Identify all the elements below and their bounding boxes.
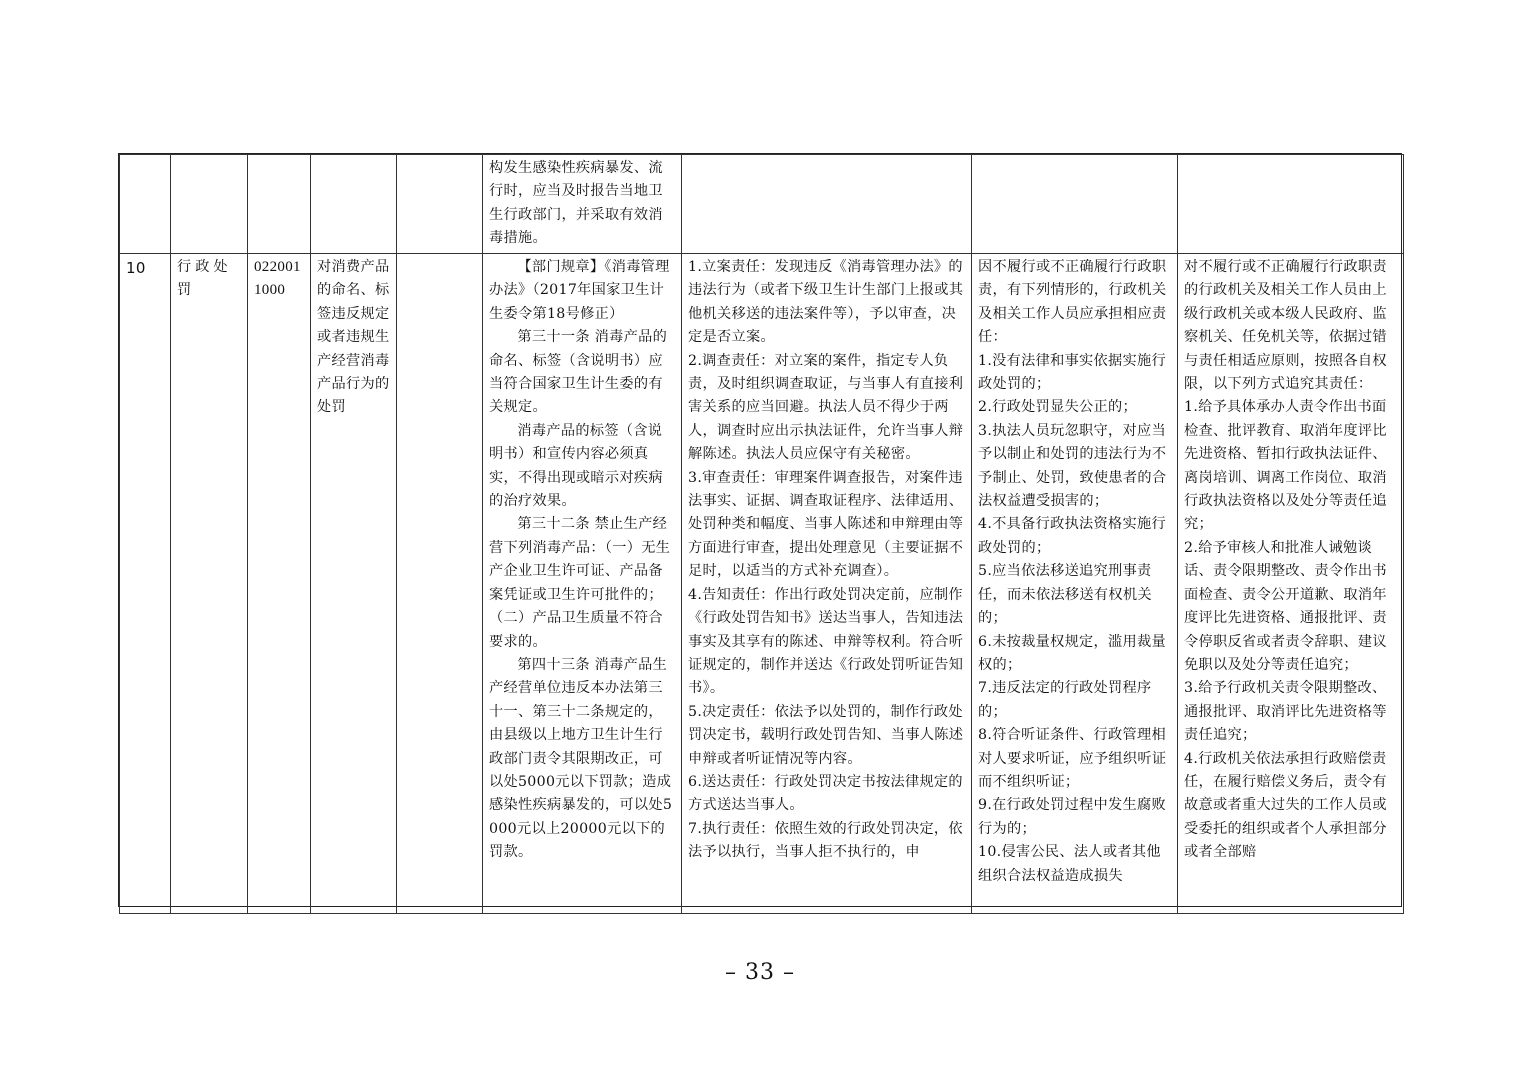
liability-item: 1.没有法律和事实依据实施行政处罚的； [978,352,1166,393]
cell-empty [311,155,397,254]
law-basis-paragraph: 第三十二条 禁止生产经营下列消毒产品：（一）无生产企业卫生许可证、产品备案凭证或卫生许可批件的；（二）产品卫生质量不符合要求的。 [489,516,671,650]
responsibility-item: 5.决定责任：依法予以处罚的，制作行政处罚决定书，载明行政处罚告知、当事人陈述申辩或者听证情况等内容。 [688,703,964,767]
liability-item: 7.违反法定的行政处罚程序的； [978,680,1152,720]
cell-power-name: 对消费产品的命名、标签违反规定或者违规生产经营消毒产品行为的处罚 [311,254,397,914]
page-number: – 33 – [725,960,795,985]
liability-item: 5.应当依法移送追究刑事责任，而未依法移送有权机关的； [978,563,1152,627]
cell-empty [972,155,1178,254]
responsibility-item: 2.调查责任：对立案的案件，指定专人负责，及时组织调查取证，与当事人有直接利害关系的应当回避。执法人员不得少于两人，调查时应出示执法证件，允许当事人辩解陈述。执法人员应保守有关秘密。 [688,352,964,463]
liability-item: 因不履行或不正确履行行政职责，有下列情形的，行政机关及相关工作人员应承担相应责任： [978,259,1167,346]
accountability-item: 3.给予行政机关责令限期整改、通报批评、取消评比先进资格等责任追究； [1184,680,1387,744]
cell-law-basis [483,254,682,914]
cell-row-number: 10 [120,254,171,914]
law-basis-paragraph: 第三十一条 消毒产品的命名、标签（含说明书）应当符合国家卫生计生委的有关规定。 [489,329,668,416]
table-row-continuation [120,155,1404,254]
responsibility-item: 6.送达责任：行政处罚决定书按法律规定的方式送达当事人。 [688,773,963,814]
cell-power-code: 0220011000 [248,254,311,914]
cell-accountability [1178,254,1404,914]
accountability-item: 对不履行或不正确履行行政职责的行政机关及相关工作人员由上级行政机关或本级人民政府、监察机关、任免机关等，依据过错与责任相适应原则，按照各自权限，以下列方式追究其责任： [1184,259,1387,393]
responsibility-item: 3.审查责任：审理案件调查报告，对案件违法事实、证据、调查取证程序、法律适用、处罚种类和幅度、当事人陈述和申辩理由等方面进行审查，提出处理意见（主要证据不足时，以适当的方式补充调查）。 [688,469,964,580]
liability-item: 10.侵害公民、法人或者其他组织合法权益造成损失 [978,844,1161,884]
liability-item: 4.不具备行政执法资格实施行政处罚的； [978,516,1166,556]
liability-item: 3.执法人员玩忽职守，对应当予以制止和处罚的违法行为不予制止、处罚，致使患者的合法权益遭受损害的； [978,422,1167,510]
liability-item: 6.未按裁量权规定，滥用裁量权的； [978,633,1166,673]
cell-empty [120,155,171,254]
law-basis-title: 【部门规章】《消毒管理办法》（2017年国家卫生计生委令第18号修正） [489,259,670,322]
cell-empty [171,155,248,254]
power-list-table [118,153,1402,907]
responsibility-item: 7.执行责任：依照生效的行政处罚决定，依法予以执行，当事人拒不执行的，申 [688,820,963,861]
responsibility-item: 4.告知责任：作出行政处罚决定前，应制作《行政处罚告知书》送达当事人，告知违法事实及其享有的陈述、申辩等权利。符合听证规定的，制作并送达《行政处罚听证告知书》。 [688,586,964,697]
table-row-10 [120,254,1404,914]
cell-empty [397,254,483,914]
liability-item: 2.行政处罚显失公正的； [978,399,1138,416]
cell-empty [682,155,972,254]
liability-item: 8.符合听证条件、行政管理相对人要求听证，应予组织听证而不组织听证； [978,727,1167,790]
law-basis-continued-text: 构发生感染性疾病暴发、流行时，应当及时报告当地卫生行政部门，并采取有效消毒措施。 [489,160,663,247]
accountability-item: 4.行政机关依法承担行政赔偿责任，在履行赔偿义务后，责令有故意或者重大过失的工作人员或受委托的组织或者个人承担部分或者全部赔 [1184,750,1387,861]
cell-law-basis-continued [483,155,682,254]
cell-liability-cases [972,254,1178,914]
cell-responsibilities [682,254,972,914]
liability-item: 9.在行政处罚过程中发生腐败行为的； [978,797,1166,837]
cell-empty [397,155,483,254]
responsibility-item: 1.立案责任：发现违反《消毒管理办法》的违法行为（或者下级卫生计生部门上报或其他机关移送的违法案件等），予以审查，决定是否立案。 [688,259,964,346]
accountability-item: 2.给予审核人和批准人诫勉谈话、责令限期整改、责令作出书面检查、责令公开道歉、取消年度评比先进资格、通报批评、责令停职反省或者责令辞职、建议免职以及处分等责任追究； [1184,539,1387,673]
accountability-item: 1.给予具体承办人责令作出书面检查、批评教育、取消年度评比先进资格、暂扣行政执法证件、离岗培训、调离工作岗位、取消行政执法资格以及处分等责任追究； [1184,399,1387,533]
law-basis-paragraph: 第四十三条 消毒产品生产经营单位违反本办法第三十一、第三十二条规定的，由县级以上地方卫生计生行政部门责令其限期改正，可以处5000元以下罚款；造成感染性疾病暴发的，可以处5000元以上20000元以下的罚款。 [489,656,673,861]
law-basis-paragraph: 消毒产品的标签（含说明书）和宣传内容必须真实，不得出现或暗示对疾病的治疗效果。 [489,422,663,510]
cell-empty [248,155,311,254]
cell-empty [1178,155,1404,254]
cell-power-type: 行政处罚 [171,254,248,914]
